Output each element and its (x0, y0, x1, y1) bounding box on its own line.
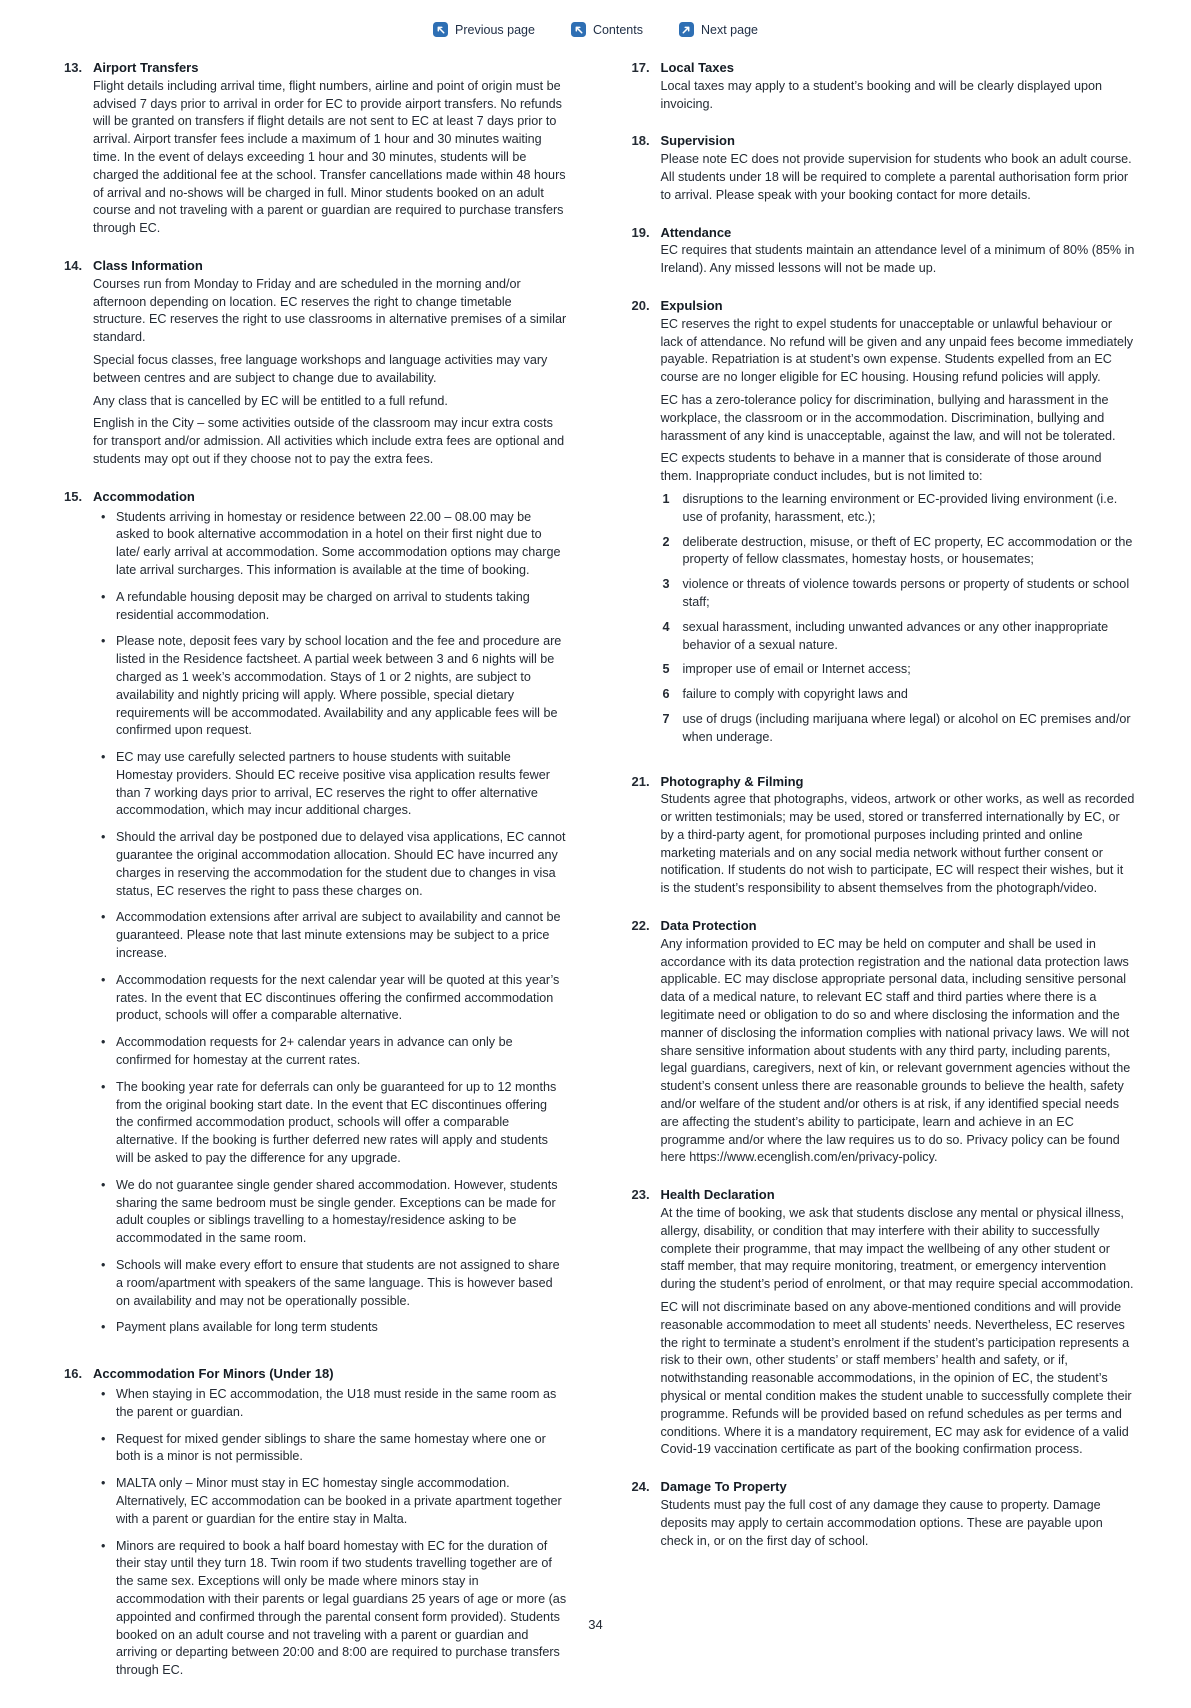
arrow-up-left-icon (571, 22, 586, 37)
section-title: Photography & Filming (660, 773, 804, 789)
section-number: 20. (631, 297, 650, 313)
nav-label: Next page (700, 22, 758, 37)
bullet-item: • Accommodation extensions after arrival are subject to availability and cannot be guaranteed. Please note that last minute extensions may be subject to a price increase. (93, 909, 568, 962)
section-title: Airport Transfers (93, 60, 199, 75)
paragraph: Courses run from Monday to Friday and are scheduled in the morning and/or afternoon depending on location. EC reserves the right to change timetable structure. EC reserves the right to use classrooms in alternative premises of a similar standard. (93, 276, 567, 345)
bullet-item: • Accommodation requests for the next calendar year will be quoted at this year’s rates. In the event that EC discontinues offering the confirmed accommodation product, schools will offer a comparable alternative. (93, 972, 568, 1025)
section-title: Accommodation (93, 488, 195, 504)
item-text: deliberate destruction, misuse, or theft of EC property, EC accommodation or the property of fellow classmates, homestay hosts, or housemates; (682, 534, 1133, 567)
section-22 (632, 917, 1136, 1167)
left-column (64, 59, 568, 1708)
item-number: 1 (662, 491, 670, 506)
section-15 (64, 488, 568, 1346)
bullet-item: • We do not guarantee single gender shared accommodation. However, students sharing the same bedroom must be single gender. Exceptions can be made for adult couples or siblings travelling to a homestay/residence asking to be accommodated in the same room. (93, 1177, 568, 1248)
item-number: 5 (662, 662, 670, 677)
section-title: Data Protection (660, 918, 757, 934)
item-text: improper use of email or Internet access; (682, 662, 911, 677)
item-text: disruptions to the learning environment or EC-provided living environment (i.e. use of profanity, harassment, etc.); (682, 491, 1118, 524)
section-title: Health Declaration (660, 1187, 775, 1203)
bullet-item: • EC may use carefully selected partners to house students with suitable Homestay providers. Should EC receive positive visa application results fewer than 7 working days prior to arrival, EC reserves the right to offer alternative accommodation, which may incur additional charges. (93, 749, 568, 820)
section-content (661, 936, 1136, 1167)
bullet-item: • Payment plans available for long term students (93, 1319, 568, 1337)
section-title: Class Information (93, 257, 203, 273)
bullet-item: • MALTA only – Minor must stay in EC homestay single accommodation. Alternatively, EC accommodation can be booked in a private apartment together with a parent or guardian for the entire stay in Malta. (93, 1475, 568, 1528)
numbered-item (661, 711, 1136, 747)
bullet-item: • Request for mixed gender siblings to share the same homestay where one or both is a minor is not permissible. (93, 1431, 568, 1467)
paragraph: EC requires that students maintain an attendance level of a minimum of 80% (85% in Ireland). Any missed lessons will not be made up. (660, 243, 1135, 276)
section-17 (632, 59, 1136, 113)
bullet-item: • Should the arrival day be postponed due to delayed visa applications, EC cannot guarantee the original accommodation allocation. Should EC have incurred any charges in reserving the accommodation for the student due to changes in visa status, EC reserves the right to pass these charges on. (93, 829, 568, 900)
paragraph: Local taxes may apply to a student’s booking and will be clearly displayed upon invoicing. (660, 78, 1103, 111)
bullet-item: • Minors are required to book a half board homestay with EC for the duration of their stay until they turn 18. Twin room if two students travelling together are of the same sex. Exceptions will only be made where minors stay in accommodation with their parents or legal guardians 25 years of age or more (as appointed and confirmed through the parental consent form provided). Students booked on an adult course and not traveling with a parent or guardian and arriving or departing between 20:00 and 8:00 are required to purchase transfers through EC. (93, 1538, 568, 1680)
section-13 (64, 59, 568, 238)
section-16 (64, 1365, 568, 1689)
paragraph: Any class that is cancelled by EC will be entitled to a full refund. (93, 393, 448, 408)
section-24 (632, 1478, 1136, 1550)
section-content (661, 316, 1136, 754)
terms-document-body (0, 37, 1191, 1708)
numbered-item (661, 576, 1136, 612)
section-content (661, 151, 1136, 204)
section-14 (64, 257, 568, 469)
section-title: Expulsion (660, 297, 723, 313)
section-content (93, 1384, 568, 1689)
section-content (93, 276, 568, 469)
paragraph: EC reserves the right to expel students for unacceptable or unlawful behaviour or lack of attendance. No refund will be given and any unpaid fees become immediately payable. Repatriation is at student’s own expense. Students expelled from an EC course are no longer eligible for EC housing. Housing refund policies will apply. (660, 316, 1134, 385)
paragraph: EC will not discriminate based on any above-mentioned conditions and will provide reasonable accommodation to meet all students’ needs. Nevertheless, EC reserves the right to terminate a student’s enrolment if the student’s participation represents a risk to their own, other students’ or staff members’ health and safety, or if, notwithstanding reasonable accommodations, in the opinion of EC, the student’s physical or mental condition makes the student unable to successfully complete their programme. Refunds will be provided based on refund schedules as per terms and conditions. Where it is a mandatory requirement, EC may ask for evidence of a valid Covid-19 vaccination certificate as part of the booking confirmation process. (660, 1300, 1132, 1457)
numbered-item (661, 686, 1136, 704)
section-content (661, 1205, 1136, 1459)
page-footer (0, 1617, 1191, 1632)
item-number: 6 (662, 687, 670, 702)
section-number: 15. (64, 488, 83, 504)
arrow-up-right-icon (679, 22, 694, 37)
nav-label: Contents (592, 22, 643, 37)
right-column (632, 59, 1136, 1708)
section-title: Attendance (660, 224, 732, 240)
item-text: sexual harassment, including unwanted advances or any other inappropriate behavior of a sexual nature. (682, 619, 1109, 652)
section-content (661, 791, 1136, 898)
section-number: 17. (631, 60, 650, 75)
section-number: 24. (631, 1479, 650, 1495)
numbered-item (661, 619, 1136, 655)
paragraph: Students agree that photographs, videos, artwork or other works, as well as recorded or written testimonials; may be used, stored or transferred internationally by EC, or by a third-party agent, for promotional purposes including printed and online marketing materials and on any social media network without further consent or notification. If students do not wish to participate, EC will respect their wishes, but it is the student’s responsibility to absent themselves from the photograph/video. (660, 792, 1135, 896)
page-number: 34 (588, 1617, 603, 1632)
section-content (661, 1497, 1136, 1550)
contents-link[interactable] (571, 22, 643, 37)
item-number: 4 (662, 619, 670, 634)
bullet-item: • The booking year rate for deferrals can only be guaranteed for up to 12 months from the original booking start date. In the event that EC discontinues offering the confirmed accommodation product, schools will offer a comparable alternative. If the booking is further deferred new rates will apply and students will be asked to pay the difference for any upgrade. (93, 1079, 568, 1168)
nav-label: Previous page (455, 22, 535, 37)
bullet-item: • Schools will make every effort to ensure that students are not assigned to share a room/apartment with speakers of the same language. This is however based on availability and may not be operationally possible. (93, 1257, 568, 1310)
paragraph: Please note EC does not provide supervision for students who book an adult course. All students under 18 will be required to complete a parental authorisation form prior to arrival. Please speak with your booking contact for more details. (660, 152, 1132, 202)
top-navigation (0, 0, 1191, 37)
item-text: use of drugs (including marijuana where legal) or alcohol on EC premises and/or when underage. (682, 711, 1131, 744)
section-content (661, 78, 1136, 114)
numbered-item (661, 534, 1136, 570)
section-number: 23. (631, 1187, 650, 1203)
section-number: 14. (64, 257, 83, 273)
bullet-item: • A refundable housing deposit may be charged on arrival to students taking residential accommodation. (93, 589, 568, 625)
paragraph: EC has a zero-tolerance policy for discrimination, bullying and harassment in the workplace, the classroom or in the accommodation. Discrimination, bullying and harassment of any kind is unacceptable, against the law, and will not be tolerated. (660, 392, 1116, 443)
numbered-list (661, 491, 1136, 747)
item-number: 7 (662, 711, 670, 726)
bullet-item: • When staying in EC accommodation, the U18 must reside in the same room as the parent or guardian. (93, 1386, 568, 1422)
bullet-list (93, 1386, 568, 1680)
paragraph: English in the City – some activities outside of the classroom may incur extra costs for transport and/or admission. All activities which include extra fees are optional and students may opt out if they choose not to pay the extra fees. (93, 416, 565, 466)
item-text: violence or threats of violence towards persons or property of students or school staff; (682, 577, 1130, 609)
bullet-item: • Accommodation requests for 2+ calendar years in advance can only be confirmed for homestay at the current rates. (93, 1034, 568, 1070)
item-number: 3 (662, 577, 670, 592)
section-number: 19. (631, 224, 650, 240)
section-23 (632, 1186, 1136, 1459)
section-18 (632, 132, 1136, 204)
section-number: 16. (64, 1366, 83, 1382)
paragraph: Special focus classes, free language workshops and language activities may vary between centres and are subject to change due to availability. (93, 352, 548, 385)
section-19 (632, 224, 1136, 278)
bullet-list (93, 509, 568, 1338)
section-20 (632, 297, 1136, 754)
paragraph: EC expects students to behave in a manner that is considerate of those around them. Inappropriate conduct includes, but is not limited to: (660, 451, 1102, 484)
next-page-link[interactable] (679, 22, 758, 37)
section-title: Local Taxes (660, 60, 734, 75)
item-number: 2 (662, 534, 670, 549)
bullet-item: • Students arriving in homestay or residence between 22.00 – 08.00 may be asked to book alternative accommodation in a hotel on their first night due to late/ early arrival at accommodation. Some accommodation options may charge late arrival surcharges. This information is available at the time of booking. (93, 509, 568, 580)
section-number: 13. (64, 60, 83, 75)
section-21 (632, 773, 1136, 899)
section-content (661, 242, 1136, 278)
section-title: Accommodation For Minors (Under 18) (93, 1366, 334, 1382)
numbered-item (661, 661, 1136, 679)
section-content (93, 507, 568, 1347)
bullet-item: • Please note, deposit fees vary by school location and the fee and procedure are listed in the Residence factsheet. A partial week between 3 and 6 nights will be charged as 1 week’s accommodation. Stays of 1 or 2 nights, are subject to availability and nightly pricing will apply. Where possible, special dietary requirements will be accommodated. Availability and any applicable fees will be confirmed upon request. (93, 633, 568, 740)
section-title: Damage To Property (660, 1479, 787, 1495)
paragraph: At the time of booking, we ask that students disclose any mental or physical illness, allergy, disability, or condition that may interfere with their ability to successfully complete their programme, that may impact the wellbeing of any other student or staff member, that may require monitoring, treatment, or emergency intervention during the student’s period of enrolment, or that may require special accommodation. (660, 1206, 1134, 1292)
item-text: failure to comply with copyright laws and (682, 687, 908, 702)
arrow-up-left-icon (433, 22, 448, 37)
section-number: 18. (631, 133, 650, 149)
numbered-item (661, 491, 1136, 527)
paragraph: Flight details including arrival time, flight numbers, airline and point of origin must be advised 7 days prior to arrival in order for EC to provide airport transfers. No refunds will be granted on transfers if flight details are not sent to EC at least 7 days prior to arrival. Airport transfer fees include a maximum of 1 hour and 30 minutes waiting time. In the event of delays exceeding 1 hour and 30 minutes, students will be charged the additional fee at the school. Transfer cancellations made within 48 hours of arrival and no-shows will be charged in full. Minor students booked on an adult course and not traveling with a parent or guardian are required to purchase transfers through EC. (93, 78, 566, 236)
previous-page-link[interactable] (433, 22, 535, 37)
paragraph: Students must pay the full cost of any damage they cause to property. Damage deposits may apply to certain accommodation options. These are payable upon check in, or on the first day of school. (660, 1497, 1103, 1548)
section-number: 21. (631, 773, 650, 789)
section-content (93, 78, 568, 238)
section-title: Supervision (660, 133, 735, 149)
section-number: 22. (631, 918, 650, 934)
paragraph: Any information provided to EC may be held on computer and shall be used in accordance with its data protection registration and the national data protection laws applicable. EC may disclose appropriate personal data, including sensitive personal data of a medical nature, to relevant EC staff and third parties where there is a legitimate need or obligation to do so and where disclosing the information and the manner of disclosing the information complies with national privacy laws. We will not share sensitive information about students with any third party, including parents, legal guardians, caregivers, next of kin, or relevant government agencies without the student’s consent unless there are reasonable grounds to believe the health, safety and/or welfare of the student and/or others is at risk, if any identified special needs are affecting the student’s ability to participate, learn and achieve in an EC programme and/or where the law requires us to do so. Privacy policy can be found here https://www.ecenglish.com/en/privacy-policy. (660, 936, 1131, 1165)
